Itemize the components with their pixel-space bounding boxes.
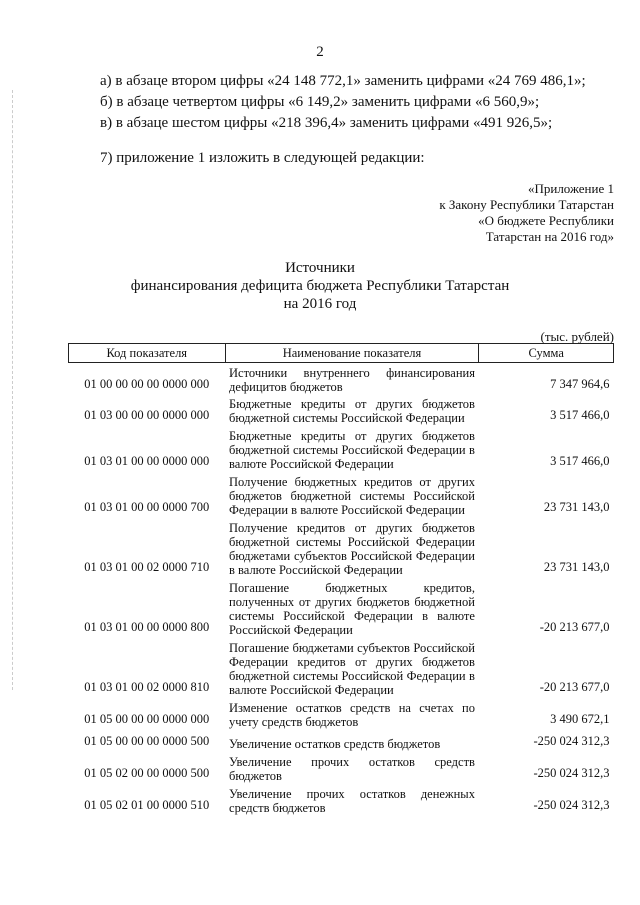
row-name: Бюджетные кредиты от других бюджетов бюджетной системы Российской Федерации в валюте Российской Федерации xyxy=(229,428,475,471)
row-code: 01 03 01 00 00 0000 000 xyxy=(84,453,210,468)
attachment-line: к Закону Республики Татарстан xyxy=(439,197,614,212)
table-row xyxy=(69,517,614,577)
row-sum: 23 731 143,0 xyxy=(543,499,610,514)
row-code: 01 05 00 00 00 0000 500 xyxy=(84,733,210,748)
row-name: Получение кредитов от других бюджетов бюджетной системы Российской Федерации бюджетами субъектов Российской Федерации в валюте Российской Федерации xyxy=(229,520,475,577)
table-row xyxy=(69,783,614,815)
row-name: Источники внутреннего финансирования дефицитов бюджетов xyxy=(229,365,475,394)
title-line: финансирования дефицита бюджета Республики Татарстан xyxy=(130,278,510,294)
table-row xyxy=(69,637,614,697)
row-code: 01 05 02 00 00 0000 500 xyxy=(84,765,210,780)
row-code: 01 00 00 00 00 0000 000 xyxy=(84,376,210,391)
row-name: Увеличение прочих остатков денежных средств бюджетов xyxy=(229,786,475,815)
row-name: Получение бюджетных кредитов от других бюджетов бюджетной системы Российской Федерации в валюте Российской Федерации xyxy=(229,474,475,517)
binder-hole-line xyxy=(12,90,13,690)
amendment-b: б) в абзаце четвертом цифры «6 149,2» заменить цифрами «6 560,9»; xyxy=(100,94,540,110)
amendment-a: а) в абзаце втором цифры «24 148 772,1» заменить цифрами «24 769 486,1»; xyxy=(100,73,586,89)
row-code: 01 03 01 00 02 0000 810 xyxy=(84,679,210,694)
attachment-line: «Приложение 1 xyxy=(527,181,614,196)
financing-sources-table xyxy=(68,343,614,815)
row-code: 01 03 00 00 00 0000 000 xyxy=(84,407,210,422)
units-label: (тыс. рублей) xyxy=(540,329,614,344)
table-row xyxy=(69,729,614,751)
table-title xyxy=(0,259,640,313)
row-sum: -250 024 312,3 xyxy=(533,765,610,780)
item-7: 7) приложение 1 изложить в следующей редакции: xyxy=(100,150,425,166)
row-name: Увеличение прочих остатков средств бюджетов xyxy=(229,754,475,783)
row-code: 01 03 01 00 02 0000 710 xyxy=(84,559,210,574)
table-row xyxy=(69,471,614,517)
row-sum: -250 024 312,3 xyxy=(533,733,610,748)
row-name: Увеличение остатков средств бюджетов xyxy=(229,736,441,751)
row-sum: 3 490 672,1 xyxy=(550,711,610,726)
row-name: Погашение бюджетами субъектов Российской Федерации кредитов от других бюджетов бюджетной системы Российской Федерации в валюте Российской Федерации xyxy=(229,640,475,697)
table-row xyxy=(69,751,614,783)
header-code: Код показателя xyxy=(69,344,226,363)
row-name: Погашение бюджетных кредитов, полученных от других бюджетов бюджетной системы Российской Федерации в валюте Российской Федерации xyxy=(229,580,475,637)
table-row xyxy=(69,363,614,394)
row-sum: 7 347 964,6 xyxy=(550,376,610,391)
attachment-line: «О бюджете Республики xyxy=(478,213,614,228)
row-sum: 3 517 466,0 xyxy=(550,453,610,468)
table-row xyxy=(69,697,614,729)
row-sum: -250 024 312,3 xyxy=(533,797,610,812)
row-code: 01 05 02 01 00 0000 510 xyxy=(84,797,210,812)
row-sum: 3 517 466,0 xyxy=(550,407,610,422)
header-sum: Сумма xyxy=(479,344,614,363)
title-line: на 2016 год xyxy=(283,296,357,312)
page-number: 2 xyxy=(316,44,324,60)
table-row xyxy=(69,394,614,425)
row-name: Бюджетные кредиты от других бюджетов бюджетной системы Российской Федерации xyxy=(229,396,475,425)
attachment-reference xyxy=(439,181,614,245)
row-name: Изменение остатков средств на счетах по учету средств бюджетов xyxy=(229,700,475,729)
row-code: 01 05 00 00 00 0000 000 xyxy=(84,711,210,726)
table-row xyxy=(69,425,614,471)
row-sum: 23 731 143,0 xyxy=(543,559,610,574)
table-row xyxy=(69,577,614,637)
row-code: 01 03 01 00 00 0000 800 xyxy=(84,619,210,634)
amendment-c: в) в абзаце шестом цифры «218 396,4» заменить цифрами «491 926,5»; xyxy=(100,115,553,131)
row-code: 01 03 01 00 00 0000 700 xyxy=(84,499,210,514)
table-header-row xyxy=(69,344,614,363)
row-sum: -20 213 677,0 xyxy=(539,679,610,694)
title-line: Источники xyxy=(285,260,355,276)
row-sum: -20 213 677,0 xyxy=(539,619,610,634)
attachment-line: Татарстан на 2016 год» xyxy=(485,229,614,244)
header-name: Наименование показателя xyxy=(225,344,479,363)
